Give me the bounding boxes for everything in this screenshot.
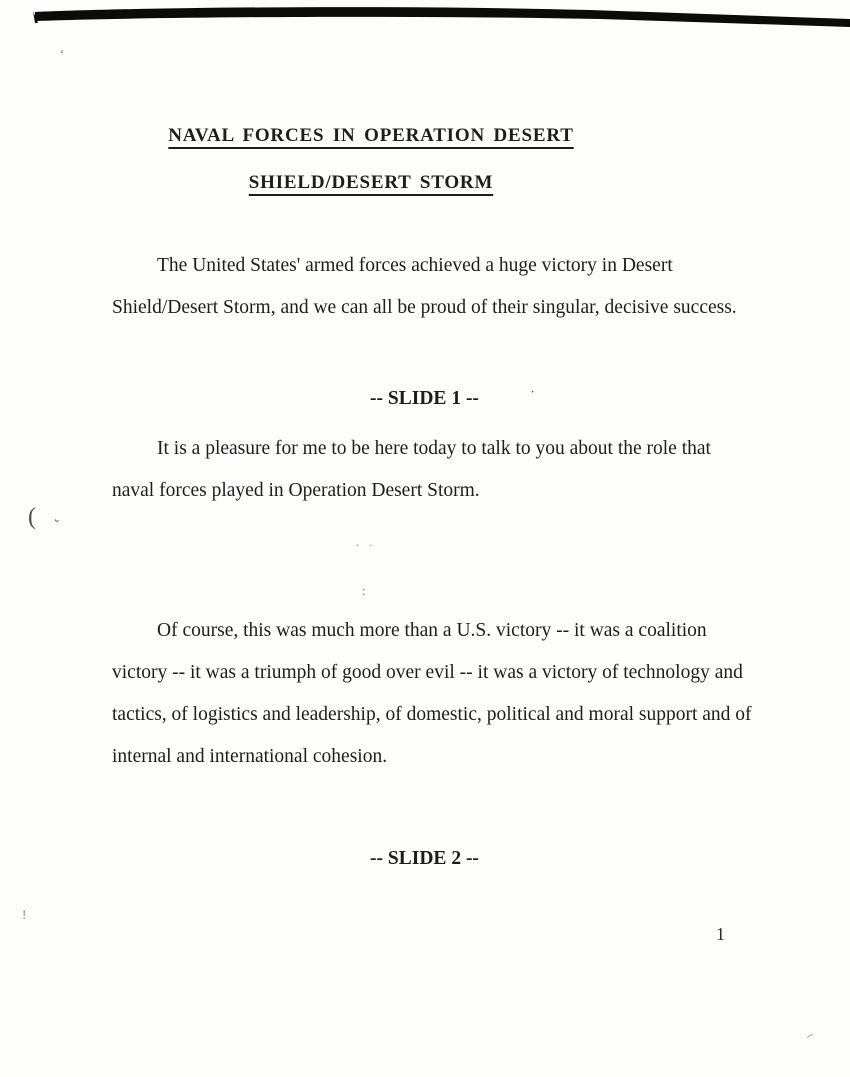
scan-artifact-exclaim: !	[22, 907, 27, 922]
slide-marker-2: -- SLIDE 2 --	[370, 848, 479, 869]
scan-artifact-smudge-dots: . .	[356, 537, 377, 549]
paragraph-3: Of course, this was much more than a U.S. victory -- it was a coalition victory -- it was a triumph of good over evil -- it was a victory of technology and tactics, of logistics and leadership, of domestic, political and moral support and of internal and international cohesion.	[112, 620, 752, 767]
scan-artifact-paren: (	[28, 504, 36, 530]
document-title	[0, 112, 742, 206]
scan-artifact-smudge-colon: :	[362, 583, 366, 598]
paragraph-2: It is a pleasure for me to be here today to talk to you about the role that naval forces played in Operation Desert Storm.	[112, 438, 711, 501]
title-line-2: SHIELD/DESERT STORM	[248, 172, 494, 193]
scan-artifact-slash: –	[802, 1026, 816, 1043]
slide-marker-1: -- SLIDE 1 --	[370, 388, 479, 409]
scan-artifact-top-mark: ‘	[60, 47, 64, 61]
scan-bar-shape	[0, 0, 850, 40]
page-number: 1	[716, 924, 725, 944]
paragraph-1: The United States' armed forces achieved a huge victory in Desert Shield/Desert Storm, and we can all be proud of their singular, decisive success.	[112, 255, 737, 318]
title-line-1: NAVAL FORCES IN OPERATION DESERT	[168, 125, 574, 146]
scan-top-bar	[0, 0, 850, 40]
scan-artifact-comma: ˙	[530, 389, 535, 405]
scan-artifact-curl: ˘	[49, 516, 61, 535]
